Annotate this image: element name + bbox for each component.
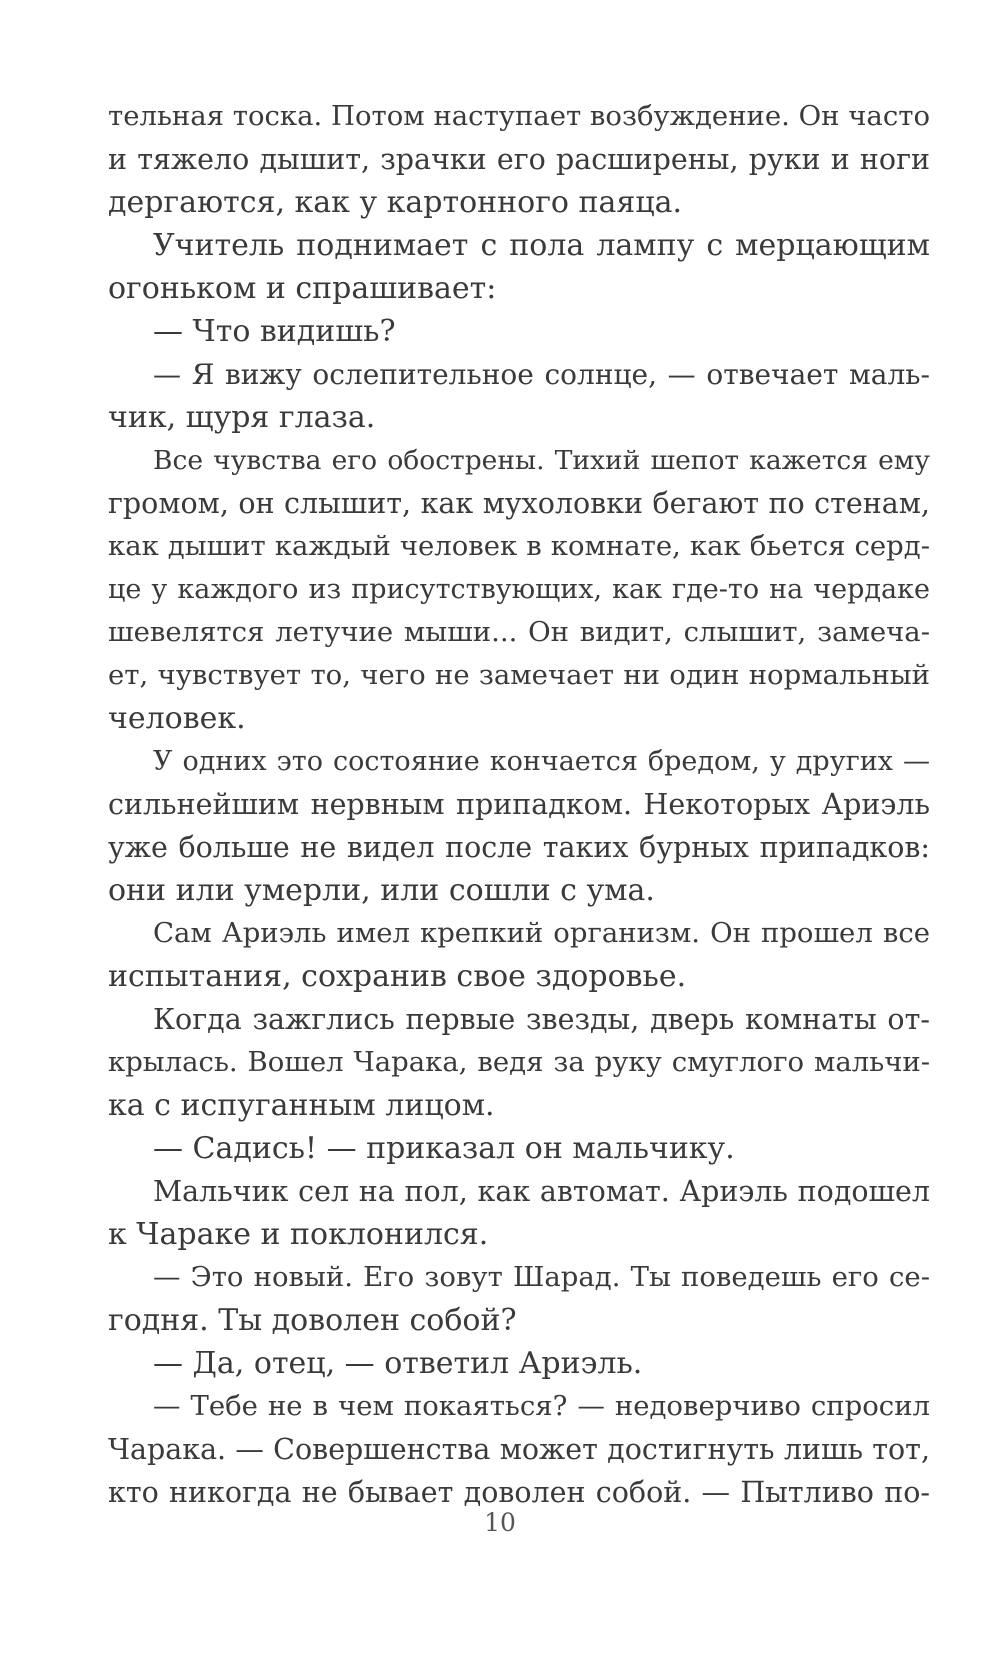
text-line: кто никогда не бывает доволен собой. — Пытливо по- bbox=[108, 1476, 930, 1509]
text-line: они или умерли, или сошли с ума. bbox=[108, 873, 655, 908]
text-line: сильнейшим нервным припадком. Некоторых Ариэль bbox=[108, 788, 930, 821]
text-line: чик, щуря глаза. bbox=[108, 400, 376, 435]
text-line: тельная тоска. Потом наступает возбуждение. Он часто bbox=[108, 100, 930, 132]
text-line: огоньком и спрашивает: bbox=[108, 271, 497, 306]
text-line: — Что видишь? bbox=[153, 314, 396, 349]
text-line: испытания, сохранив свое здоровье. bbox=[108, 959, 687, 994]
text-line: У одних это состояние кончается бредом, у других — bbox=[153, 746, 930, 777]
text-line: как дышит каждый человек в комнате, как бьется серд- bbox=[108, 530, 930, 562]
text-line: це у каждого из присутствующих, как где-то на чердаке bbox=[108, 574, 930, 605]
text-line: ка с испуганным лицом. bbox=[108, 1088, 495, 1123]
text-line: годня. Ты доволен собой? bbox=[108, 1303, 517, 1338]
text-line: — Садись! — приказал он мальчику. bbox=[153, 1131, 735, 1166]
page-number: 10 bbox=[484, 1508, 516, 1537]
text-line: крылась. Вошел Чарака, ведя за руку смуглого мальчи- bbox=[108, 1046, 930, 1078]
page-body bbox=[108, 95, 930, 1514]
text-line: Мальчик сел на пол, как автомат. Ариэль подошел bbox=[153, 1175, 930, 1208]
text-line: к Чараке и поклонился. bbox=[108, 1217, 489, 1252]
text-line: Чарака. — Совершенства может достигнуть лишь тот, bbox=[108, 1433, 930, 1466]
text-line: громом, он слышит, как мухоловки бегают по стенам, bbox=[108, 487, 930, 520]
text-line: шевелятся летучие мыши... Он видит, слышит, замеча- bbox=[108, 616, 930, 648]
text-line: — Это новый. Его зовут Шарад. Ты поведешь его се- bbox=[153, 1261, 930, 1293]
text-line: ет, чувствует то, чего не замечает ни один нормальный bbox=[108, 659, 930, 691]
text-line: Учитель поднимает с пола лампу с мерцающим bbox=[153, 228, 930, 263]
text-line: дергаются, как у картонного паяца. bbox=[108, 185, 683, 220]
text-line: и тяжело дышит, зрачки его расширены, руки и ноги bbox=[108, 143, 930, 176]
text-line: Когда зажглись первые звезды, дверь комнаты от- bbox=[153, 1003, 930, 1036]
text-line: человек. bbox=[108, 701, 246, 736]
text-line: уже больше не видел после таких бурных припадков: bbox=[108, 831, 930, 864]
text-line: — Я вижу ослепительное солнце, — отвечает маль- bbox=[153, 358, 930, 391]
text-line: Все чувства его обострены. Тихий шепот кажется ему bbox=[153, 445, 930, 476]
text-line: — Да, отец, — ответил Ариэль. bbox=[153, 1346, 643, 1381]
text-line: Сам Ариэль имел крепкий организм. Он прошел все bbox=[153, 917, 930, 949]
text-line: — Тебе не в чем покаяться? — недоверчиво спросил bbox=[153, 1390, 930, 1422]
